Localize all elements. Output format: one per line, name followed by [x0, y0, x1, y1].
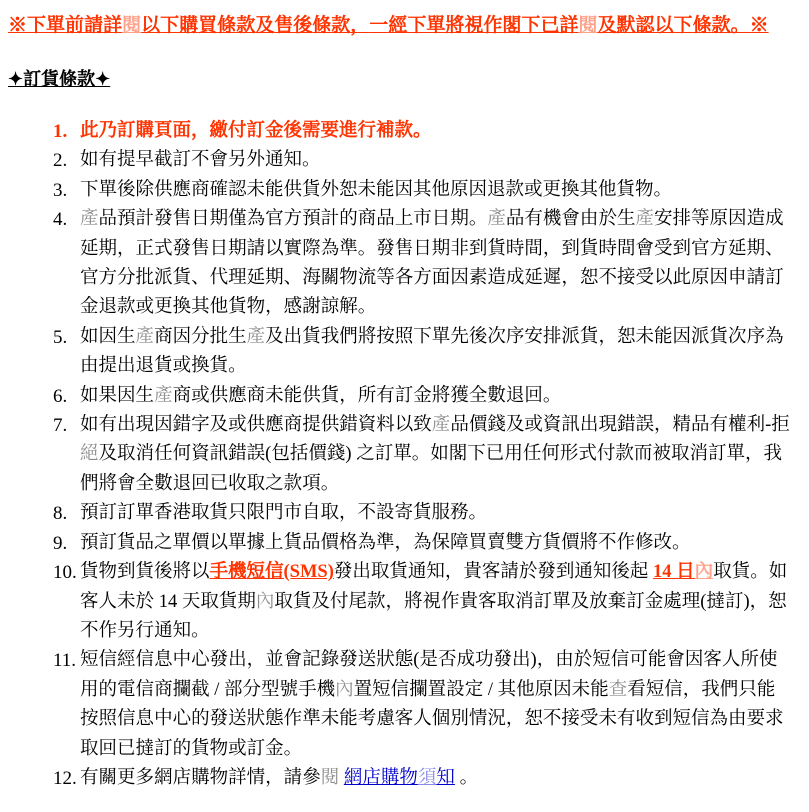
- fallback-glyph: 內: [255, 591, 275, 612]
- section-title-order-terms: ✦訂貨條款✦: [8, 69, 111, 89]
- term-number: 2.: [53, 150, 68, 172]
- fallback-glyph: 閱: [578, 15, 598, 36]
- term-number: 9.: [53, 532, 68, 554]
- term-item-8: [53, 499, 791, 528]
- term-text: 取貨。如客人未於 14 天取貨期內取貨及付尾款，將視作貴客取消訂單及放棄訂金處理(撻訂)，恕不作另行通知。: [80, 562, 788, 641]
- term-item-9: [53, 529, 791, 558]
- term-item-10: [53, 558, 791, 646]
- term-number: 10.: [53, 562, 77, 584]
- term-item-3: [53, 176, 791, 205]
- fallback-glyph: 內: [694, 562, 714, 583]
- fallback-glyph: 產: [487, 209, 506, 230]
- term-text: 如果因生產商或供應商未能供貨，所有訂金將獲全數退回。: [80, 385, 562, 406]
- term-number: 5.: [53, 326, 68, 348]
- term-text: 產品預計發售日期僅為官方預計的商品上市日期。產品有機會由於生產安排等原因造成延期，正式發售日期請以實際為準。發售日期非到貨時間，到貨時間會受到官方延期、官方分批派貨、代理延期、海關物流等各方面因素造成延遲，恕不接受以此原因申請訂金退款或更換其他貨物，感謝諒解。: [80, 209, 784, 318]
- fallback-glyph: 內: [335, 679, 354, 700]
- term-text: 如因生產商因分批生產及出貨我們將按照下單先後次序安排派貨，恕未能因派貨次序為由提出退貨或換貨。: [80, 326, 784, 377]
- term-text: 預訂訂單香港取貨只限門市自取，不設寄貨服務。: [80, 503, 488, 524]
- term-text: 發出取貨通知，貴客請於發到通知後起: [333, 562, 654, 583]
- term-number: 1.: [53, 121, 68, 142]
- term-item-2: [53, 146, 791, 175]
- term-item-4: [53, 205, 791, 323]
- fallback-glyph: 產: [154, 385, 173, 406]
- term-number: 3.: [53, 179, 68, 201]
- fallback-glyph: 產: [135, 326, 155, 347]
- term-text: 下單後除供應商確認未能供貨外恕未能因其他原因退款或更換其他貨物。: [80, 179, 673, 200]
- term-number: 8.: [53, 503, 68, 525]
- term-text: 短信經信息中心發出，並會記錄發送狀態(是否成功發出)，由於短信可能會因客人所使用的電信商攔截 / 部分型號手機內置短信攔置設定 / 其他原因未能查看短信，我們只能按照信息中心的發送狀態作準未能考慮客人個別情況，恕不接受未有收到短信為由要求取回已撻訂的貨物或訂金。: [80, 650, 784, 759]
- term-text: 如有出現因錯字及或供應商提供錯資料以致產品價錢及或資訊出現錯誤，精品有權利-拒絕及取消任何資訊錯誤(包括價錢) 之訂單。如閣下已用任何形式付款而被取消訂單，我們將會全數退回已收取之款項。: [80, 415, 790, 494]
- term-item-6: [53, 382, 791, 411]
- pre-order-notice: ※下單前請詳閱以下購買條款及售後條款，一經下單將視作閣下已詳閱及默認以下條款。※: [8, 15, 769, 36]
- term-number: 6.: [53, 385, 68, 407]
- fallback-glyph: 絕: [80, 444, 99, 465]
- term-text: 。: [454, 767, 479, 788]
- term-text: 如有提早截訂不會另外通知。: [80, 150, 321, 171]
- fallback-glyph: 產: [246, 326, 266, 347]
- term-text: 預訂貨品之單價以單據上貨品價格為準，為保障買賣雙方貨價將不作修改。: [80, 532, 691, 553]
- term-number: 11.: [53, 650, 77, 672]
- term-text: 14 日內: [653, 562, 714, 583]
- fallback-glyph: 閱: [122, 15, 142, 36]
- term-text: 此乃訂購頁面，繳付訂金後需要進行補款。: [80, 121, 432, 141]
- fallback-glyph: 產: [635, 209, 654, 230]
- order-terms-list: [8, 117, 801, 793]
- fallback-glyph: 須: [417, 767, 437, 788]
- term-item-5: [53, 323, 791, 382]
- fallback-glyph: 閱: [320, 767, 340, 788]
- term-item-11: [53, 646, 791, 764]
- fallback-glyph: 查: [608, 679, 628, 700]
- term-number: 4.: [53, 209, 68, 231]
- fallback-glyph: 產: [431, 415, 451, 436]
- term-item-12: [53, 764, 791, 793]
- term-number: 7.: [53, 415, 68, 437]
- term-number: 12.: [53, 767, 77, 789]
- fallback-glyph: 產: [80, 209, 99, 230]
- shop-notice-link[interactable]: 網店購物須知: [343, 767, 455, 788]
- term-item-7: [53, 411, 791, 499]
- term-item-1: [53, 117, 791, 146]
- term-text: 貨物到貨後將以: [80, 562, 210, 583]
- term-text: 有關更多網店購物詳情，請參閱: [80, 767, 340, 788]
- term-text: 手機短信(SMS): [209, 562, 334, 583]
